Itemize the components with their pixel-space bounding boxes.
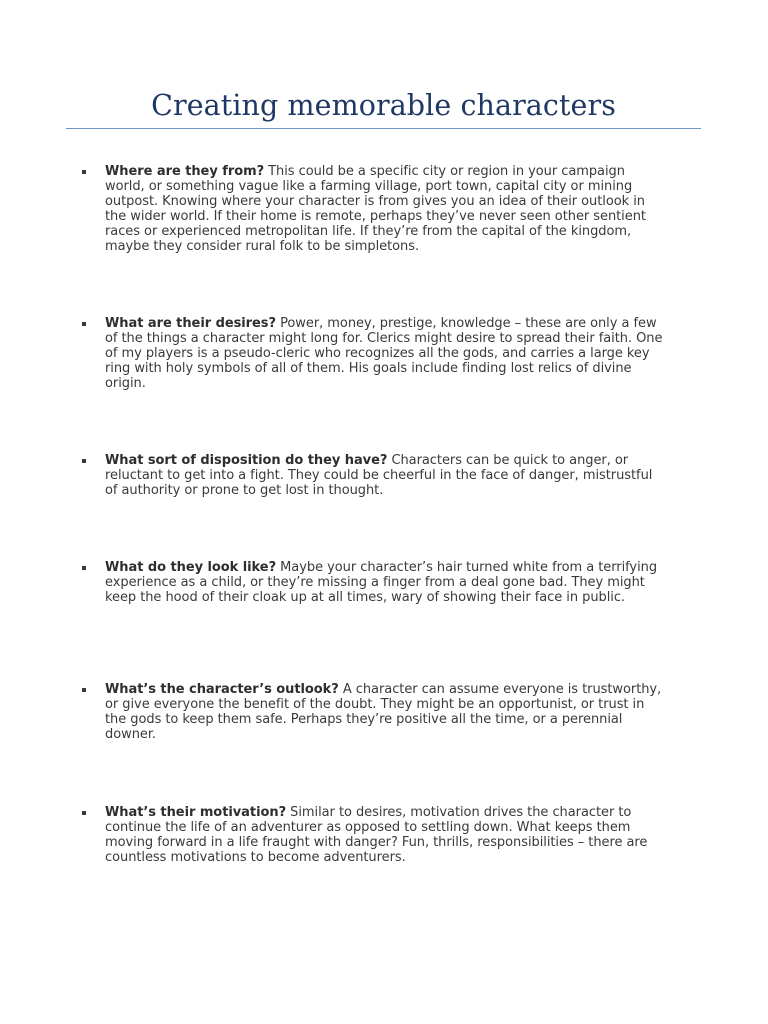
square-bullet-icon bbox=[82, 811, 86, 815]
list-item-text bbox=[105, 316, 665, 391]
list-item-body: A character can assume everyone is trustworthy, or give everyone the benefit of the doubt. They might be an opportunist, or trust in the gods to keep them safe. Perhaps they’re positive all the time, or a perennial downer. bbox=[105, 682, 662, 742]
list-item-body: Maybe your character’s hair turned white from a terrifying experience as a child, or they’re missing a finger from a deal gone bad. They might keep the hood of their cloak up at all times, wary of showing their face in public. bbox=[105, 560, 658, 605]
list-item-text bbox=[105, 164, 665, 254]
list-item-heading: What’s the character’s outlook? bbox=[105, 682, 339, 697]
list-item-text bbox=[105, 560, 665, 605]
square-bullet-icon bbox=[82, 170, 86, 174]
square-bullet-icon bbox=[82, 459, 86, 463]
list-item-body: Similar to desires, motivation drives the character to continue the life of an adventurer as opposed to settling down. What keeps them moving forward in a life fraught with danger? Fun, thrills, responsibilities – there are countless motivations to become adventurers. bbox=[105, 805, 648, 865]
list-item-body: Power, money, prestige, knowledge – these are only a few of the things a character might long for. Clerics might desire to spread their faith. One of my players is a pseudo-cleric who recognizes all the gods, and carries a large key ring with holy symbols of all of them. His goals include finding lost relics of divine origin. bbox=[105, 316, 663, 391]
list-item-heading: What do they look like? bbox=[105, 560, 277, 575]
list-item-heading: Where are they from? bbox=[105, 164, 265, 179]
list-item-heading: What’s their motivation? bbox=[105, 805, 287, 820]
list-item-heading: What sort of disposition do they have? bbox=[105, 453, 388, 468]
square-bullet-icon bbox=[82, 566, 86, 570]
page-title: Creating memorable characters bbox=[151, 89, 616, 122]
list-item-text bbox=[105, 805, 665, 865]
list-item-heading: What are their desires? bbox=[105, 316, 276, 331]
square-bullet-icon bbox=[82, 322, 86, 326]
list-item-text bbox=[105, 453, 665, 498]
list-item-body: Characters can be quick to anger, or reluctant to get into a fight. They could be cheerful in the face of danger, mistrustful of authority or prone to get lost in thought. bbox=[105, 453, 653, 498]
title-divider bbox=[66, 128, 701, 129]
list-item-text bbox=[105, 682, 665, 742]
list-item-body: This could be a specific city or region in your campaign world, or something vague like a farming village, port town, capital city or mining outpost. Knowing where your character is from gives you an idea of their outlook in the wider world. If their home is remote, perhaps they’ve never seen other sentient races or experienced metropolitan life. If they’re from the capital of the kingdom, maybe they consider rural folk to be simpletons. bbox=[105, 164, 646, 254]
square-bullet-icon bbox=[82, 688, 86, 692]
